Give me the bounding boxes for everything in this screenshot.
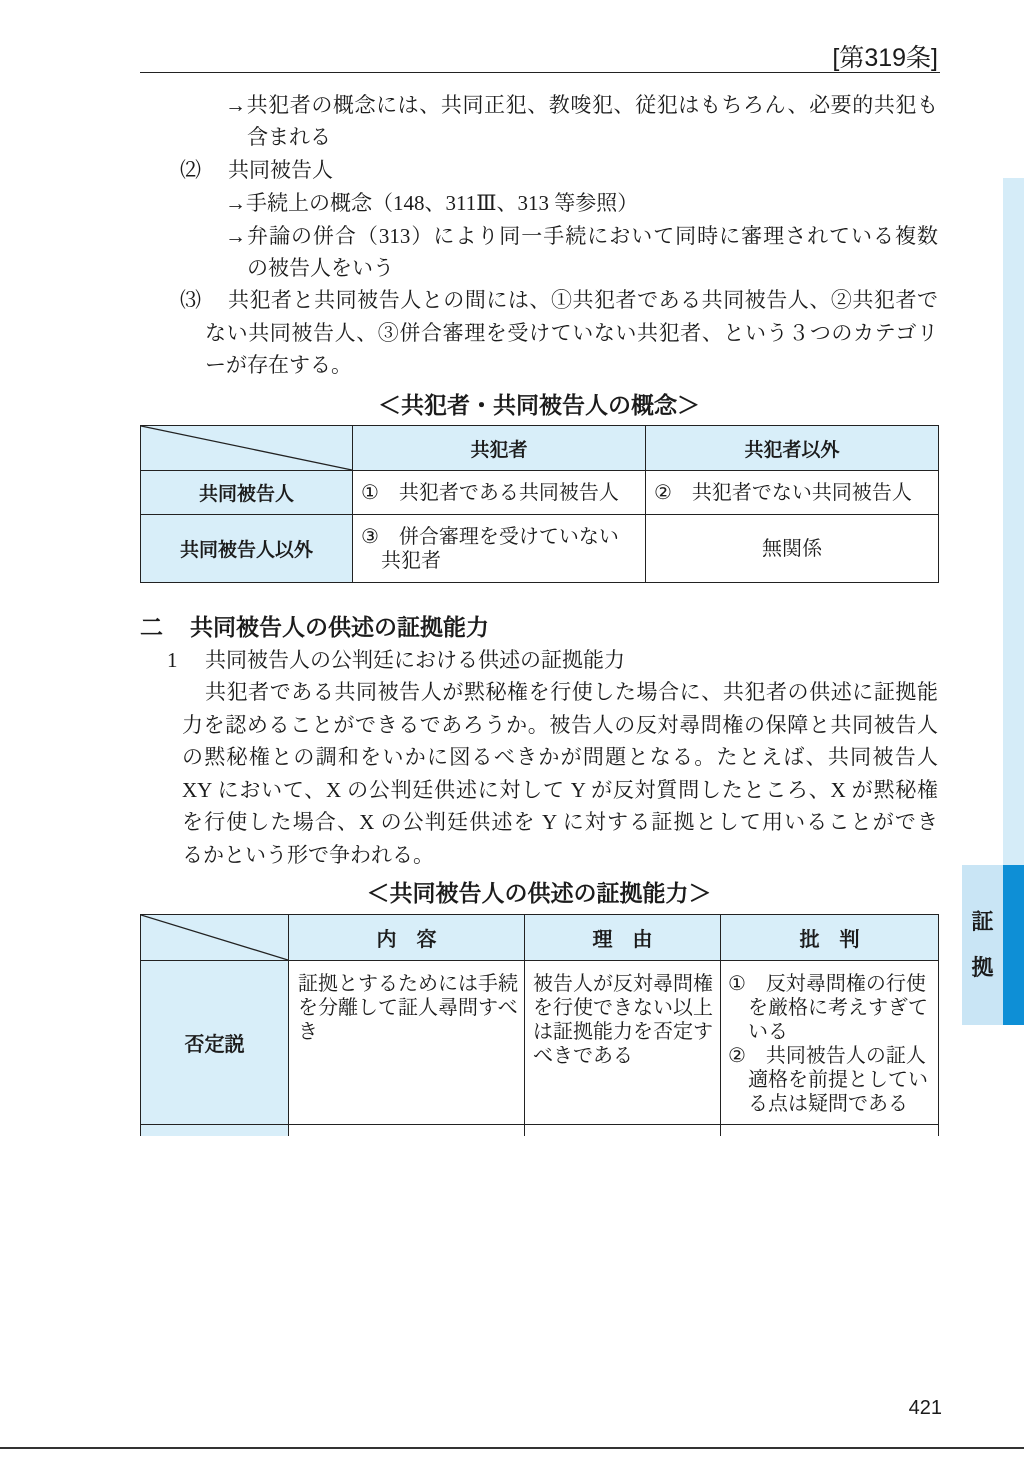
table-row <box>141 471 939 515</box>
table-cell <box>646 515 939 583</box>
table-cell <box>289 1125 525 1136</box>
row-label: 共同被告人 <box>141 471 353 515</box>
note-line: →手続上の概念（148、311Ⅲ、313 等参照） <box>225 191 639 215</box>
note-line: 含まれる <box>247 125 331 149</box>
note-line: →共犯者の概念には、共同正犯、教唆犯、従犯はもちろん、必要的共犯も <box>225 93 938 117</box>
paragraph-line: の黙秘権との調和をいかに図るべきかが問題となる。たとえば、共同被告人 <box>182 745 938 769</box>
col-header-reason: 理 由 <box>525 915 721 961</box>
content-cell: 証拠とするためには手続を分離して証人尋問すべき <box>289 961 525 1125</box>
table-header-row <box>141 426 939 471</box>
row-label: 共同被告人以外 <box>141 515 353 583</box>
table-cell <box>353 515 646 583</box>
row-label: 否定説 <box>141 961 289 1125</box>
criticism-item: ① 反対尋問権の行使を厳格に考えすぎている <box>728 973 928 1043</box>
index-char: 拠 <box>971 955 994 980</box>
concept-table <box>140 425 939 583</box>
item-number: ⑵ <box>180 158 201 182</box>
col-header: 共犯者以外 <box>646 426 939 471</box>
diagonal-line <box>141 915 288 960</box>
thumb-index-accent <box>1003 865 1024 1025</box>
cell-text: 無関係 <box>762 537 822 560</box>
note-line: の被告人をいう <box>247 256 394 280</box>
table-cell <box>525 1125 721 1136</box>
page-number: 421 <box>908 1397 942 1419</box>
section-number: 二 <box>140 615 163 640</box>
col-header: 共犯者 <box>353 426 646 471</box>
article-reference: [第319条] <box>832 44 938 72</box>
paragraph-line: を行使した場合、X の公判廷供述を Y に対する証拠として用いることができ <box>182 810 938 834</box>
table-cell <box>646 471 939 515</box>
cell-text: ② 共犯者でない共同被告人 <box>654 481 912 504</box>
header-rule <box>140 72 940 73</box>
item-number: ⑶ <box>180 288 201 312</box>
diagonal-line <box>141 426 352 470</box>
thumb-index-strip <box>1003 178 1024 865</box>
table-header-row <box>141 915 939 961</box>
reason-cell: 被告人が反対尋問権を行使できない以上は証拠能力を否定すべきである <box>525 961 721 1125</box>
paragraph-line: 力を認めることができるであろうか。被告人の反対尋問権の保障と共同被告人 <box>182 713 938 737</box>
index-char: 証 <box>971 909 994 934</box>
table-title: ＜共犯者・共同被告人の概念＞ <box>378 392 700 418</box>
thumb-index-tab <box>962 865 1003 1025</box>
paragraph-line: XY において、X の公判廷供述に対して Y が反対質問したところ、X が黙秘権 <box>182 778 938 802</box>
criticism-item: ② 共同被告人の証人適格を前提としている点は疑問である <box>728 1045 928 1115</box>
body-line: ない共同被告人、③併合審理を受けていない共犯者、という３つのカテゴリ <box>205 321 938 345</box>
subsection-title: 共同被告人の公判廷における供述の証拠能力 <box>205 648 625 672</box>
table-cell <box>353 471 646 515</box>
cell-text: ① 共犯者である共同被告人 <box>361 481 619 504</box>
table-title: ＜共同被告人の供述の証拠能力＞ <box>366 880 712 906</box>
table-row <box>141 961 939 1125</box>
row-label <box>141 1125 289 1136</box>
item-title: 共同被告人 <box>228 158 333 182</box>
criticism-cell <box>721 961 939 1125</box>
paragraph-line: るかという形で争われる。 <box>182 843 434 867</box>
admissibility-table <box>140 914 939 1136</box>
col-header-criticism: 批 判 <box>721 915 939 961</box>
body-line: ーが存在する。 <box>205 353 352 377</box>
corner-cell <box>141 915 289 961</box>
cell-text: ③ 併合審理を受けていない共犯者 <box>361 525 619 572</box>
body-line: 共犯者と共同被告人との間には、①共犯者である共同被告人、②共犯者で <box>228 288 938 312</box>
paragraph-line: 共犯者である共同被告人が黙秘権を行使した場合に、共犯者の供述に証拠能 <box>205 680 938 704</box>
table-row-continued <box>141 1125 939 1136</box>
page-bottom-rule <box>0 1447 1024 1449</box>
note-line: →弁論の併合（313）により同一手続において同時に審理されている複数 <box>225 224 938 248</box>
subsection-number: 1 <box>167 648 178 672</box>
col-header-content: 内 容 <box>289 915 525 961</box>
table-cell <box>721 1125 939 1136</box>
corner-cell <box>141 426 353 471</box>
table-row <box>141 515 939 583</box>
section-title: 共同被告人の供述の証拠能力 <box>190 615 489 640</box>
